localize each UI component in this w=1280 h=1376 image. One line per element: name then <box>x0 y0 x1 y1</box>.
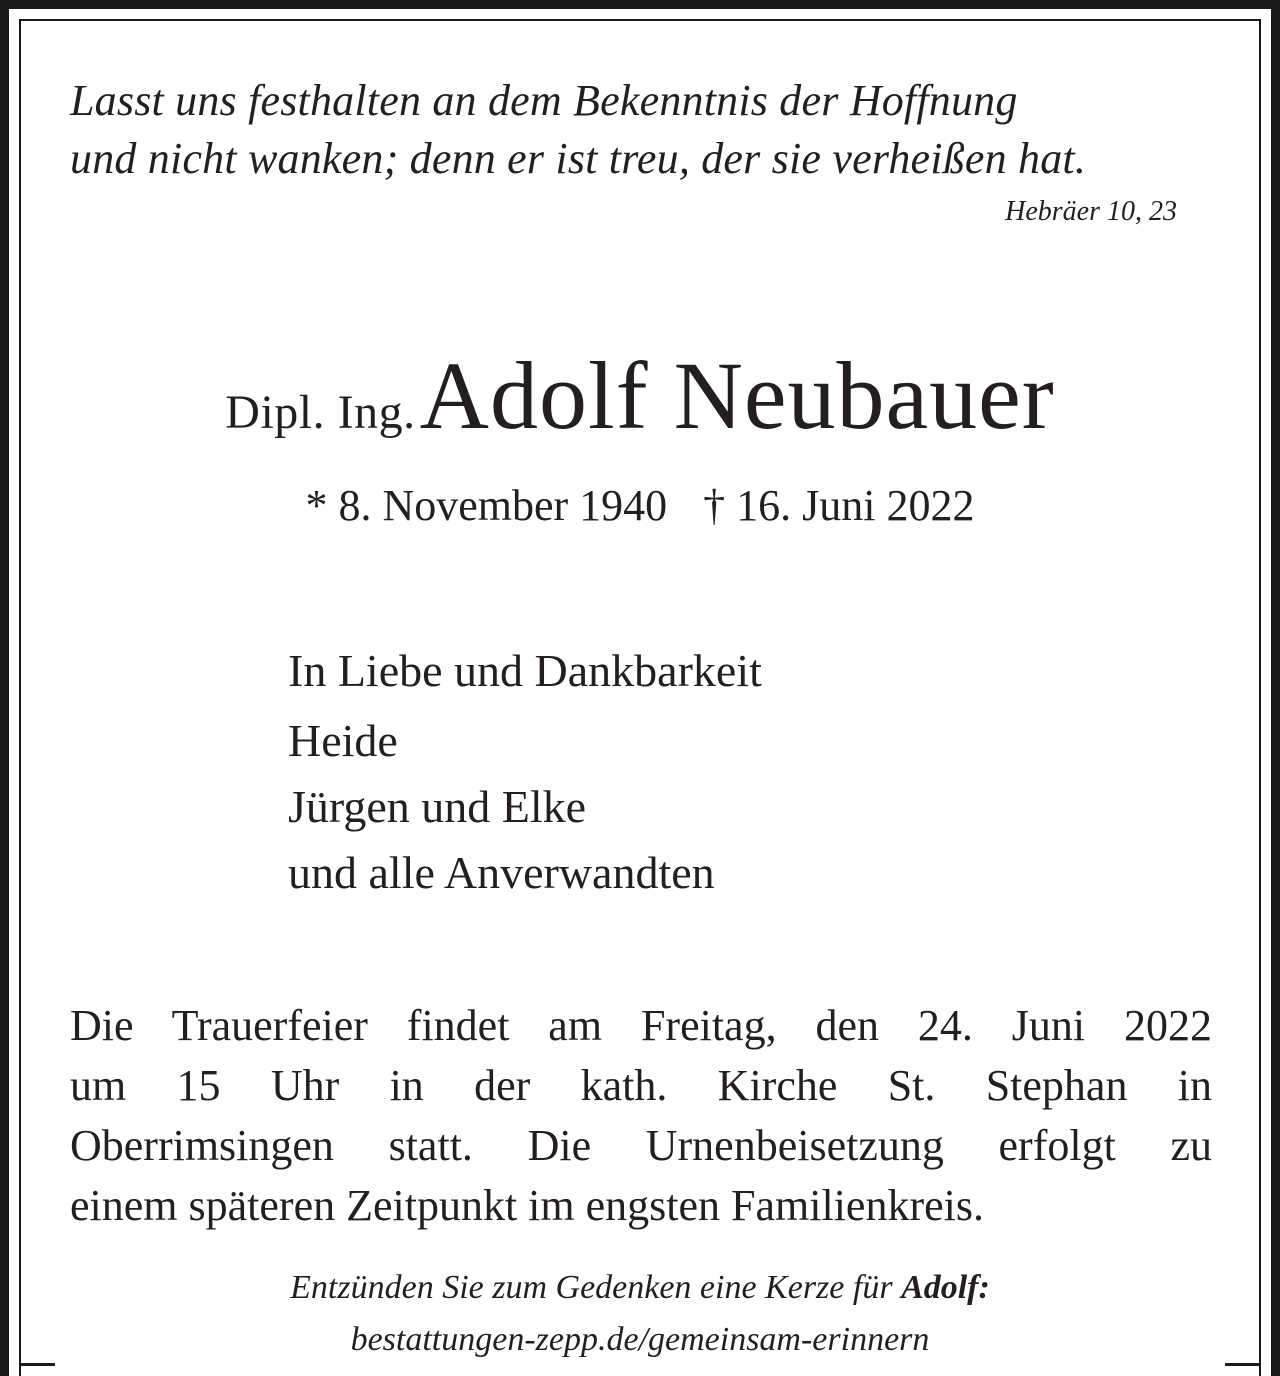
candle-text: Entzünden Sie zum Gedenken eine Kerze für <box>290 1269 893 1306</box>
birth-date: * 8. November 1940 <box>305 481 668 530</box>
mourner-name: Heide <box>288 715 398 766</box>
candle-name: Adolf: <box>901 1269 990 1306</box>
death-date: † 16. Juni 2022 <box>703 481 975 530</box>
verse-line-2: und nicht wanken; denn er ist treu, der sie verheißen hat. <box>70 134 1087 183</box>
service-line: Die Trauerfeier findet am Freitag, den 24. Juni 2022 <box>70 1001 1212 1050</box>
verse-line-1: Lasst uns festhalten an dem Bekenntnis der Hoffnung <box>70 76 1018 125</box>
life-dates <box>0 480 1280 531</box>
academic-title: Dipl. Ing. <box>225 386 416 439</box>
deceased-name: Adolf Neubauer <box>419 342 1055 449</box>
candle-invitation <box>0 1262 1280 1314</box>
deceased-name-row <box>0 340 1280 460</box>
verse-reference: Hebräer 10, 23 <box>1005 196 1177 227</box>
service-line: einem späteren Zeitpunkt im engsten Familienkreis. <box>70 1181 984 1230</box>
mourners-block <box>288 638 762 906</box>
online-candle-notice <box>0 1262 1280 1366</box>
funeral-service-notice <box>70 996 1212 1236</box>
service-line: Oberrimsingen statt. Die Urnenbeisetzung erfolgt zu <box>70 1121 1212 1170</box>
memorial-url[interactable]: bestattungen-zepp.de/gemeinsam-erinnern <box>350 1321 930 1358</box>
mourner-name: Jürgen und Elke <box>288 781 587 832</box>
bible-verse <box>70 72 1220 188</box>
service-line: um 15 Uhr in der kath. Kirche St. Stephan in <box>70 1061 1212 1110</box>
dedication-line: In Liebe und Dankbarkeit <box>288 645 762 696</box>
mourner-name: und alle Anverwandten <box>288 847 715 898</box>
